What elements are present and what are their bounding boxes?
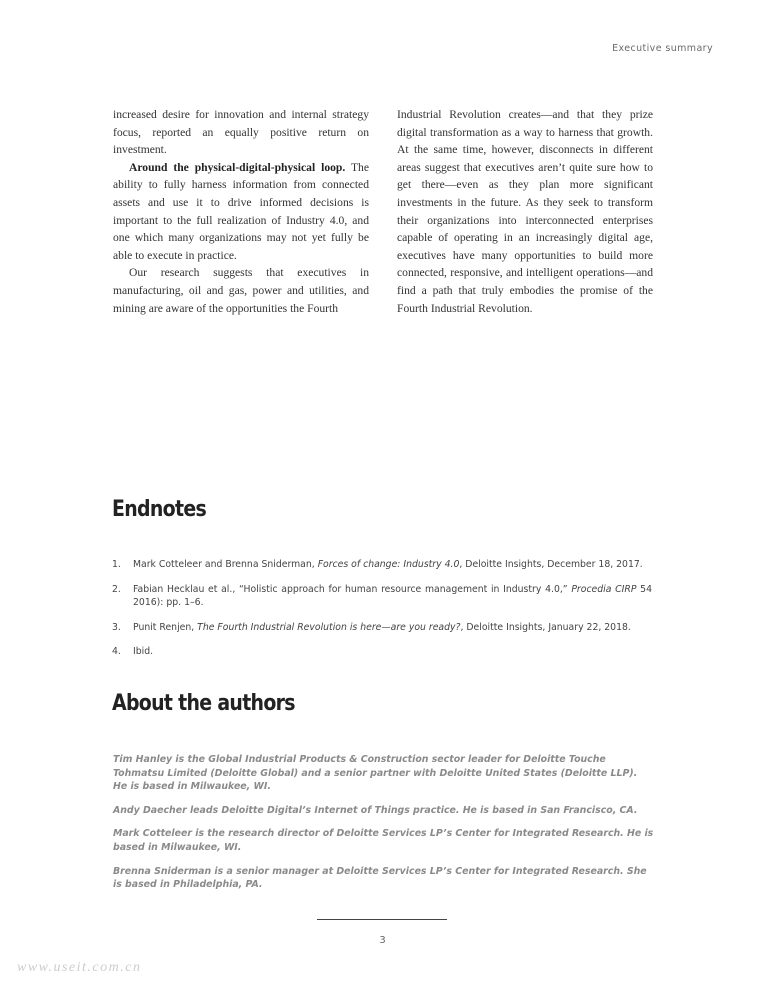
endnote-number: 3. [112,621,121,633]
endnote-item [112,558,652,572]
endnote-text: Mark Cotteleer and Brenna Sniderman, Forces of change: Industry 4.0, Deloitte Insights, December 18, 2017. [133,559,643,570]
left-paragraph-1: increased desire for innovation and internal strategy focus, reported an equally positive return on investment. [113,108,369,157]
author-bio: Brenna Sniderman is a senior manager at Deloitte Services LP’s Center for Integrated Research. She is based in Philadelphia, PA. [113,865,647,891]
endnote-item [112,645,652,659]
watermark-text: www.useit.com.cn [17,960,142,975]
page-number: 3 [379,935,386,946]
left-column [113,106,369,317]
endnote-number: 2. [112,583,121,595]
paragraph-body: The ability to fully harness information from connected assets and use it to drive informed decisions is important to the full realization of Industry 4.0, and one which many organizations may not yet fully be able to execute in practice. [113,160,369,262]
author-bios [113,753,658,902]
footer-divider [317,919,447,920]
endnotes-heading: Endnotes [112,497,207,522]
endnote-text: Ibid. [133,646,154,657]
right-paragraph-1: Industrial Revolution creates—and that they prize digital transformation as a way to harness that growth. At the same time, however, disconnects in different areas suggest that executives aren’t quite sure how to get there—even as they plan more significant investments in the future. As they seek to transform their organizations into interconnected enterprises capable of operating in an increasingly digital age, executives have many opportunities to build more connected, responsive, and intelligent operations—and find a path that truly embodies the promise of the Fourth Industrial Revolution. [397,108,653,315]
endnote-number: 1. [112,559,121,570]
endnote-item [112,583,652,610]
author-bio: Mark Cotteleer is the research director of Deloitte Services LP’s Center for Integrated Research. He is based in Milwaukee, WI. [113,828,654,853]
left-paragraph-2 [113,159,369,265]
endnote-text: Fabian Hecklau et al., “Holistic approach for human resource management in Industry 4.0,” Procedia CIRP 54 2016): pp. 1–6. [133,583,652,608]
left-paragraph-3: Our research suggests that executives in manufacturing, oil and gas, power and utilities, and mining are aware of the opportunities the Fourth [113,266,369,315]
right-column [397,106,653,317]
about-authors-heading: About the authors [112,691,295,716]
paragraph-lead-in: Around the physical-digital-physical loop. [129,160,346,174]
author-bio: Tim Hanley is the Global Industrial Products & Construction sector leader for Deloitte Touche Tohmatsu Limited (Deloitte Global) and a senior partner with Deloitte United States (Deloitte LLP). He is based in Milwaukee, WI. [113,754,638,793]
endnote-number: 4. [112,646,121,657]
endnote-item [112,621,652,635]
author-bio: Andy Daecher leads Deloitte Digital’s Internet of Things practice. He is based in San Francisco, CA. [113,804,638,816]
running-head: Executive summary [612,43,713,54]
endnote-text: Punit Renjen, The Fourth Industrial Revolution is here—are you ready?, Deloitte Insights, January 22, 2018. [133,621,631,633]
endnotes-list [112,558,652,670]
